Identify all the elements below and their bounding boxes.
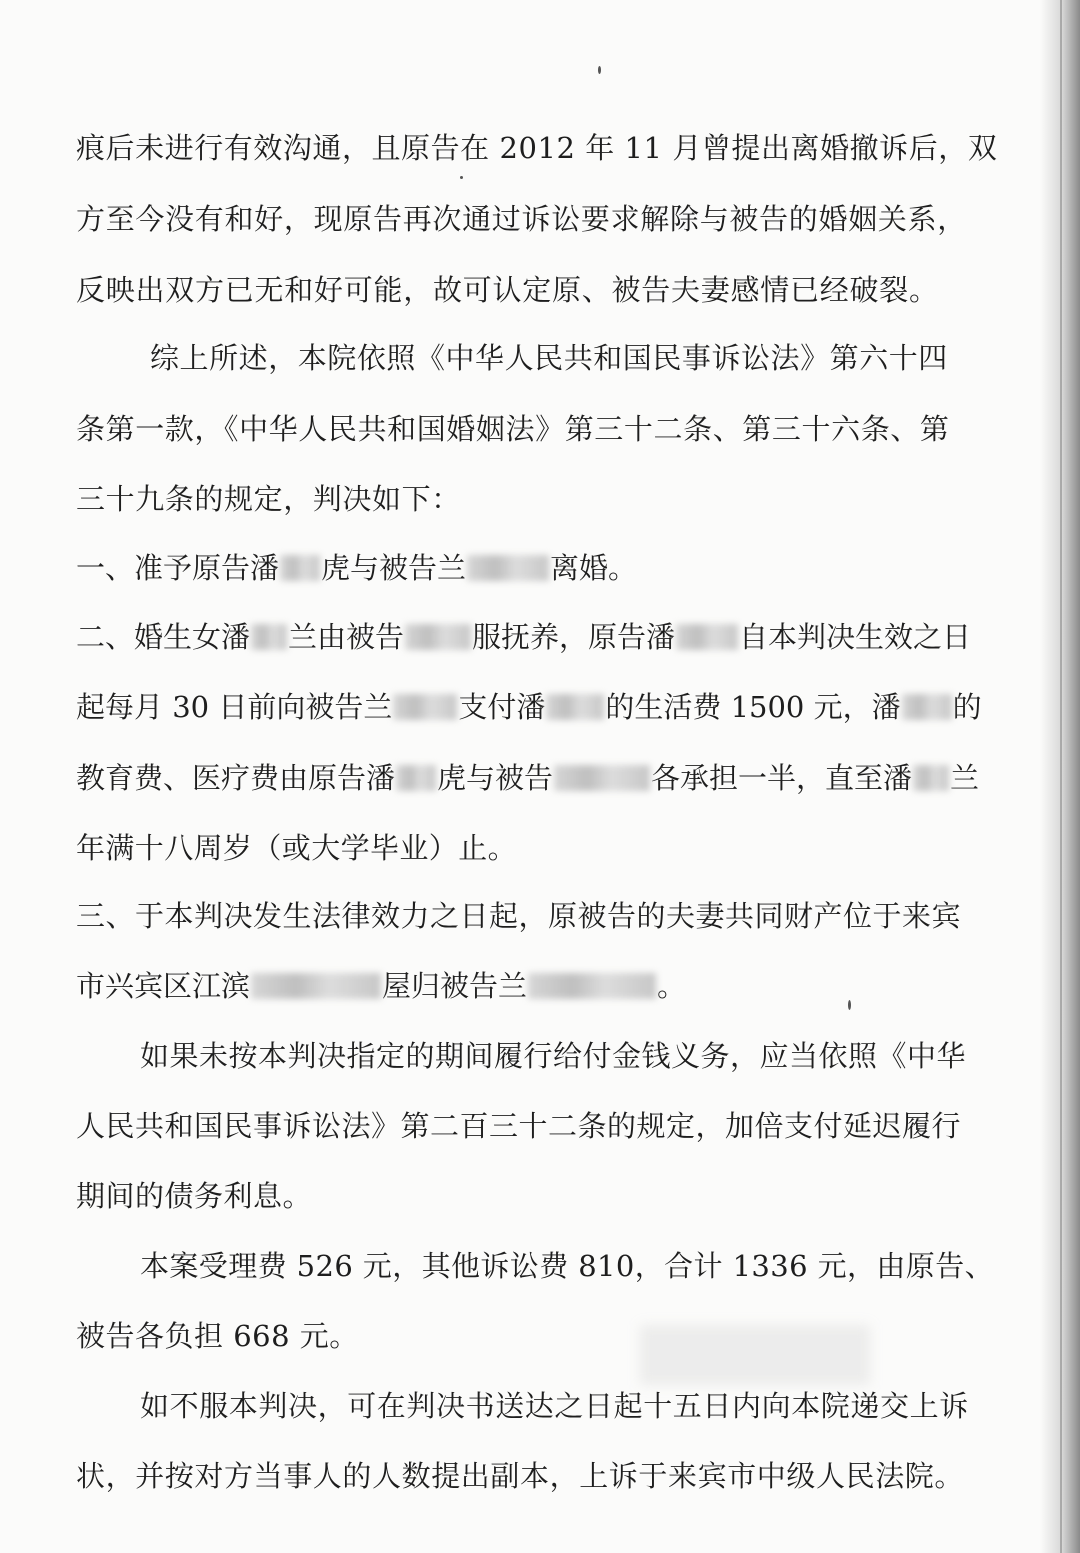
redacted-name <box>467 555 549 581</box>
ruling-item-2-line-1 <box>76 619 971 655</box>
text-line-1: 痕后未进行有效沟通，且原告在 2012 年 11 月曾提出离婚撤诉后，双 <box>76 131 998 165</box>
ruling-item-3-line-2 <box>76 968 686 1004</box>
text-segment: 一、准予原告潘 <box>76 551 280 585</box>
text-segment: 的 <box>952 690 982 724</box>
text-line-3: 反映出双方已无和好可能，故可认定原、被告夫妻感情已经破裂。 <box>76 273 939 307</box>
scan-speck <box>848 1000 851 1010</box>
redacted-address <box>251 973 381 999</box>
redacted-name <box>393 694 457 720</box>
scan-speck <box>598 66 601 74</box>
text-segment: 支付潘 <box>458 690 546 724</box>
text-segment: 屋归被告兰 <box>382 969 528 1003</box>
redacted-name <box>554 765 650 791</box>
redacted-name <box>405 624 471 650</box>
ruling-item-2-line-3 <box>76 760 979 796</box>
scan-speck <box>460 176 463 179</box>
text-segment: 起每月 30 日前向被告兰 <box>76 690 393 724</box>
text-line-2: 方至今没有和好，现原告再次通过诉讼要求解除与被告的婚姻关系， <box>76 202 968 236</box>
redacted-name <box>528 973 656 999</box>
redacted-name <box>280 555 320 581</box>
text-line-fees-2: 被告各负担 668 元。 <box>76 1319 359 1353</box>
text-line-5: 条第一款，《中华人民共和国婚姻法》第三十二条、第三十六条、第 <box>76 412 950 446</box>
faded-stamp-mark <box>640 1325 870 1385</box>
text-line-appeal-1: 如不服本判决，可在判决书送达之日起十五日内向本院递交上诉 <box>140 1389 969 1423</box>
redacted-name <box>676 624 738 650</box>
text-segment: 市兴宾区江滨 <box>76 969 251 1003</box>
ruling-item-1 <box>76 550 637 586</box>
text-segment: 自本判决生效之日 <box>739 620 972 654</box>
text-segment: 离婚。 <box>550 551 638 585</box>
ruling-item-2-line-2 <box>76 689 982 725</box>
text-segment: 。 <box>657 969 687 1003</box>
redacted-name <box>902 694 952 720</box>
text-segment: 服抚养，原告潘 <box>472 620 676 654</box>
text-segment: 兰 <box>950 761 980 795</box>
text-segment: 的生活费 1500 元，潘 <box>605 690 901 724</box>
redacted-name <box>913 765 949 791</box>
redacted-name <box>251 624 287 650</box>
text-segment: 虎与被告兰 <box>321 551 467 585</box>
text-line-4: 综上所述，本院依照《中华人民共和国民事诉讼法》第六十四 <box>150 341 948 375</box>
ruling-item-3-line-1: 三、于本判决发生法律效力之日起，原被告的夫妻共同财产位于来宾 <box>76 899 962 933</box>
text-segment: 各承担一半，直至潘 <box>651 761 913 795</box>
text-segment: 二、婚生女潘 <box>76 620 251 654</box>
text-segment: 虎与被告 <box>437 761 554 795</box>
scan-edge-line <box>1060 0 1062 1553</box>
text-line-appeal-2: 状，并按对方当事人的人数提出副本，上诉于来宾市中级人民法院。 <box>76 1459 965 1493</box>
text-line-fees-1: 本案受理费 526 元，其他诉讼费 810，合计 1336 元，由原告、 <box>140 1249 994 1283</box>
text-segment: 兰由被告 <box>288 620 405 654</box>
text-line-ruling-2-end: 年满十八周岁（或大学毕业）止。 <box>76 831 518 865</box>
text-line-6: 三十九条的规定，判决如下： <box>76 482 461 516</box>
text-line-obligation-2: 人民共和国民事诉讼法》第二百三十二条的规定，加倍支付延迟履行 <box>76 1109 962 1143</box>
redacted-name <box>396 765 436 791</box>
text-segment: 教育费、医疗费由原告潘 <box>76 761 396 795</box>
text-line-obligation-3: 期间的债务利息。 <box>76 1179 313 1213</box>
text-line-obligation-1: 如果未按本判决指定的期间履行给付金钱义务，应当依照《中华 <box>140 1039 967 1073</box>
redacted-name <box>546 694 604 720</box>
